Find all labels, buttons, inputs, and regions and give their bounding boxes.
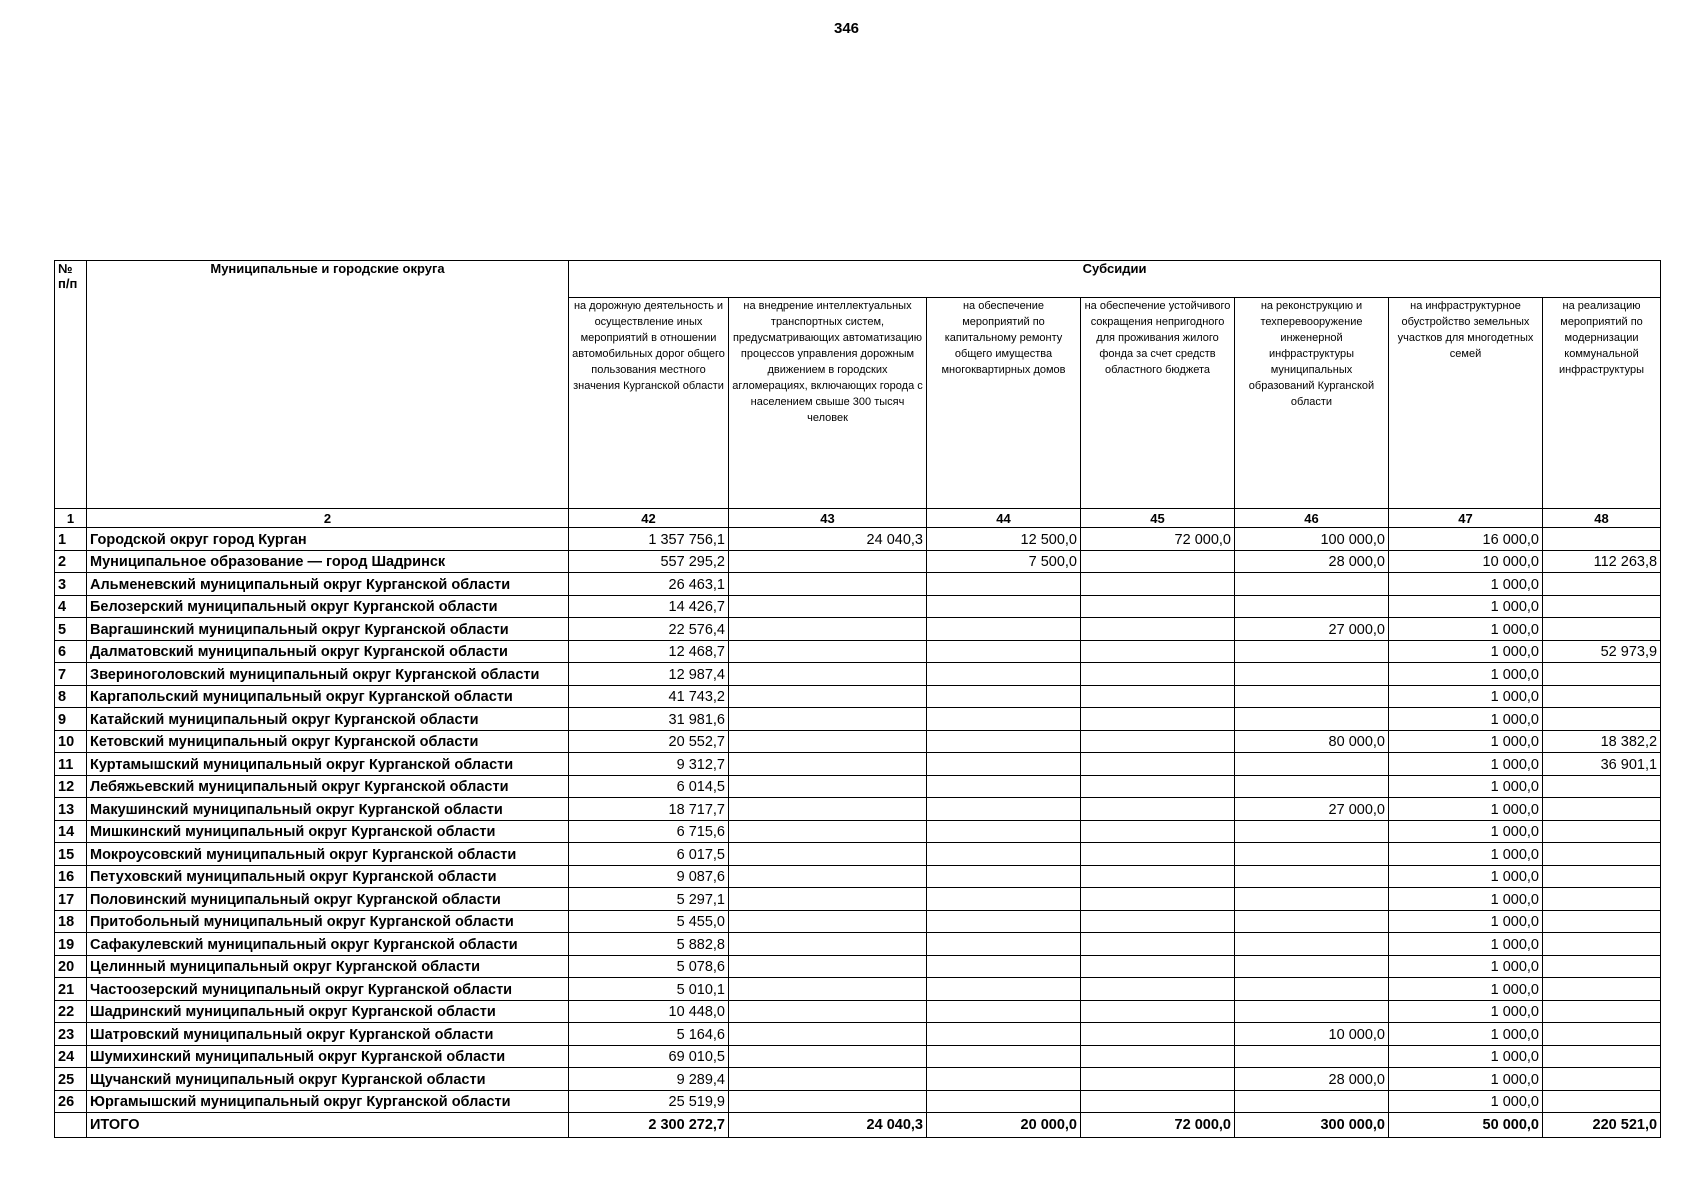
row-value (1081, 550, 1235, 573)
row-number: 26 (55, 1090, 87, 1113)
row-value (927, 978, 1081, 1001)
row-value (1081, 663, 1235, 686)
row-value (927, 1068, 1081, 1091)
row-name: Половинский муниципальный округ Курганской области (87, 888, 569, 911)
row-number: 13 (55, 798, 87, 821)
row-value (1235, 888, 1389, 911)
table-row (55, 1000, 1661, 1023)
row-value (1235, 933, 1389, 956)
row-value (1235, 910, 1389, 933)
row-value (729, 843, 927, 866)
row-value: 557 295,2 (569, 550, 729, 573)
row-value (927, 685, 1081, 708)
row-value (729, 753, 927, 776)
header-col-43: на внедрение интеллектуальных транспортных систем, предусматривающих автоматизацию процессов управления дорожным движением в городских агломерациях, включающих города с населением свыше 300 тысяч человек (729, 298, 927, 509)
row-value: 1 000,0 (1389, 1023, 1543, 1046)
row-value: 22 576,4 (569, 618, 729, 641)
row-value: 1 000,0 (1389, 888, 1543, 911)
row-value (729, 550, 927, 573)
row-number: 25 (55, 1068, 87, 1091)
row-value (1543, 573, 1661, 596)
row-value (1235, 978, 1389, 1001)
row-value (729, 685, 927, 708)
col-number: 45 (1081, 509, 1235, 528)
row-value (927, 730, 1081, 753)
table-row (55, 1045, 1661, 1068)
header-subsidies: Субсидии (569, 261, 1661, 298)
col-number: 46 (1235, 509, 1389, 528)
row-value (1543, 618, 1661, 641)
row-name: Юргамышский муниципальный округ Курганской области (87, 1090, 569, 1113)
row-name: Городской округ город Курган (87, 528, 569, 551)
row-value: 1 000,0 (1389, 708, 1543, 731)
row-value: 36 901,1 (1543, 753, 1661, 776)
row-value: 52 973,9 (1543, 640, 1661, 663)
row-value (927, 798, 1081, 821)
total-cell: 72 000,0 (1081, 1113, 1235, 1138)
row-value (927, 843, 1081, 866)
row-value: 1 000,0 (1389, 955, 1543, 978)
row-value (1543, 708, 1661, 731)
row-name: Частоозерский муниципальный округ Курганской области (87, 978, 569, 1001)
row-value: 80 000,0 (1235, 730, 1389, 753)
row-name: Шумихинский муниципальный округ Курганской области (87, 1045, 569, 1068)
row-value (1543, 955, 1661, 978)
row-value (1235, 1090, 1389, 1113)
row-name: Сафакулевский муниципальный округ Курганской области (87, 933, 569, 956)
table-row (55, 1090, 1661, 1113)
table-row (55, 730, 1661, 753)
row-value (927, 888, 1081, 911)
row-value (927, 1023, 1081, 1046)
row-value: 72 000,0 (1081, 528, 1235, 551)
row-value (729, 798, 927, 821)
row-number: 12 (55, 775, 87, 798)
total-label: ИТОГО (87, 1113, 569, 1138)
row-value (927, 1045, 1081, 1068)
table-row (55, 640, 1661, 663)
row-value: 1 000,0 (1389, 730, 1543, 753)
row-value (729, 1045, 927, 1068)
total-row (55, 1113, 1661, 1138)
row-number: 20 (55, 955, 87, 978)
row-name: Мишкинский муниципальный округ Курганской области (87, 820, 569, 843)
row-value (729, 1068, 927, 1091)
row-value: 20 552,7 (569, 730, 729, 753)
row-value (1543, 888, 1661, 911)
row-value: 1 000,0 (1389, 1090, 1543, 1113)
header-name: Муниципальные и городские округа (87, 261, 569, 509)
table-row (55, 978, 1661, 1001)
total-cell: 2 300 272,7 (569, 1113, 729, 1138)
total-cell: 20 000,0 (927, 1113, 1081, 1138)
row-number: 9 (55, 708, 87, 731)
col-number: 43 (729, 509, 927, 528)
table-row (55, 910, 1661, 933)
row-value: 41 743,2 (569, 685, 729, 708)
row-value (1543, 1090, 1661, 1113)
row-value (1543, 528, 1661, 551)
table-body (55, 528, 1661, 1113)
total-cell: 220 521,0 (1543, 1113, 1661, 1138)
total-cell: 50 000,0 (1389, 1113, 1543, 1138)
row-name: Катайский муниципальный округ Курганской области (87, 708, 569, 731)
row-value: 100 000,0 (1235, 528, 1389, 551)
row-name: Куртамышский муниципальный округ Курганской области (87, 753, 569, 776)
table-row (55, 955, 1661, 978)
row-value (927, 618, 1081, 641)
row-value: 5 882,8 (569, 933, 729, 956)
row-name: Кетовский муниципальный округ Курганской области (87, 730, 569, 753)
row-value (1081, 910, 1235, 933)
row-value (729, 933, 927, 956)
row-name: Муниципальное образование — город Шадринск (87, 550, 569, 573)
row-value (1235, 1045, 1389, 1068)
col-number: 42 (569, 509, 729, 528)
row-value (1081, 820, 1235, 843)
row-value (1543, 1023, 1661, 1046)
row-value (1081, 618, 1235, 641)
row-value: 5 297,1 (569, 888, 729, 911)
row-value (1081, 1045, 1235, 1068)
row-value: 10 000,0 (1389, 550, 1543, 573)
row-value: 28 000,0 (1235, 1068, 1389, 1091)
row-value: 31 981,6 (569, 708, 729, 731)
row-value: 12 987,4 (569, 663, 729, 686)
row-value: 16 000,0 (1389, 528, 1543, 551)
row-value (729, 640, 927, 663)
row-value (1543, 1045, 1661, 1068)
row-value: 26 463,1 (569, 573, 729, 596)
subsidies-table (54, 260, 1661, 1138)
row-value: 5 455,0 (569, 910, 729, 933)
row-name: Щучанский муниципальный округ Курганской области (87, 1068, 569, 1091)
row-name: Звериноголовский муниципальный округ Курганской области (87, 663, 569, 686)
row-number: 22 (55, 1000, 87, 1023)
table-row (55, 595, 1661, 618)
row-value: 27 000,0 (1235, 798, 1389, 821)
row-value (1543, 1068, 1661, 1091)
row-value (927, 820, 1081, 843)
row-name: Альменевский муниципальный округ Курганской области (87, 573, 569, 596)
row-number: 24 (55, 1045, 87, 1068)
row-value: 6 014,5 (569, 775, 729, 798)
row-value: 28 000,0 (1235, 550, 1389, 573)
row-value (729, 1023, 927, 1046)
row-value (1235, 753, 1389, 776)
row-value (1235, 775, 1389, 798)
table-row (55, 708, 1661, 731)
row-value (729, 730, 927, 753)
row-value: 24 040,3 (729, 528, 927, 551)
row-number: 16 (55, 865, 87, 888)
row-value: 25 519,9 (569, 1090, 729, 1113)
header-col-46: на реконструкцию и техперевооружение инженерной инфраструктуры муниципальных образований Курганской области (1235, 298, 1389, 509)
table-row (55, 685, 1661, 708)
row-value (927, 1090, 1081, 1113)
row-value (1543, 685, 1661, 708)
table-row (55, 573, 1661, 596)
row-value: 14 426,7 (569, 595, 729, 618)
row-number: 7 (55, 663, 87, 686)
row-name: Далматовский муниципальный округ Курганской области (87, 640, 569, 663)
table-row (55, 865, 1661, 888)
row-value (729, 865, 927, 888)
row-value: 6 715,6 (569, 820, 729, 843)
row-number: 5 (55, 618, 87, 641)
row-value: 9 312,7 (569, 753, 729, 776)
row-number: 23 (55, 1023, 87, 1046)
row-value: 1 000,0 (1389, 910, 1543, 933)
table-row (55, 550, 1661, 573)
row-number: 3 (55, 573, 87, 596)
table-row (55, 775, 1661, 798)
row-value: 9 289,4 (569, 1068, 729, 1091)
row-value (927, 910, 1081, 933)
table-row (55, 888, 1661, 911)
table-row (55, 753, 1661, 776)
row-name: Шатровский муниципальный округ Курганской области (87, 1023, 569, 1046)
row-value (1235, 595, 1389, 618)
row-value: 18 382,2 (1543, 730, 1661, 753)
page-number: 346 (833, 20, 860, 37)
row-value (729, 595, 927, 618)
row-name: Каргапольский муниципальный округ Курганской области (87, 685, 569, 708)
row-number: 17 (55, 888, 87, 911)
total-cell: 300 000,0 (1235, 1113, 1389, 1138)
table-row (55, 1023, 1661, 1046)
row-value: 69 010,5 (569, 1045, 729, 1068)
row-value: 10 000,0 (1235, 1023, 1389, 1046)
row-value (729, 708, 927, 731)
row-value: 1 000,0 (1389, 618, 1543, 641)
row-value (1543, 663, 1661, 686)
row-value: 1 000,0 (1389, 775, 1543, 798)
row-value (927, 1000, 1081, 1023)
row-value (1543, 865, 1661, 888)
row-name: Мокроусовский муниципальный округ Курганской области (87, 843, 569, 866)
row-value: 1 000,0 (1389, 798, 1543, 821)
row-value: 5 078,6 (569, 955, 729, 978)
row-value (1081, 1090, 1235, 1113)
row-value: 1 000,0 (1389, 595, 1543, 618)
row-value (927, 663, 1081, 686)
row-value (1235, 573, 1389, 596)
row-value (1081, 753, 1235, 776)
row-value (1081, 1068, 1235, 1091)
row-value: 1 000,0 (1389, 685, 1543, 708)
row-value: 5 010,1 (569, 978, 729, 1001)
row-value (729, 1090, 927, 1113)
row-value (1235, 843, 1389, 866)
col-number: 44 (927, 509, 1081, 528)
table-row (55, 663, 1661, 686)
row-number: 10 (55, 730, 87, 753)
row-value: 1 000,0 (1389, 865, 1543, 888)
row-value (1235, 865, 1389, 888)
row-value: 9 087,6 (569, 865, 729, 888)
row-value: 7 500,0 (927, 550, 1081, 573)
row-value: 5 164,6 (569, 1023, 729, 1046)
row-name: Петуховский муниципальный округ Курганской области (87, 865, 569, 888)
row-number: 1 (55, 528, 87, 551)
column-numbers-row (55, 509, 1661, 528)
row-name: Макушинский муниципальный округ Курганской области (87, 798, 569, 821)
row-number: 19 (55, 933, 87, 956)
row-value: 1 000,0 (1389, 843, 1543, 866)
row-value (729, 573, 927, 596)
table-row (55, 618, 1661, 641)
table-row (55, 820, 1661, 843)
row-value: 1 000,0 (1389, 1068, 1543, 1091)
row-value (1235, 663, 1389, 686)
row-number: 18 (55, 910, 87, 933)
row-value (1543, 910, 1661, 933)
header-col-44: на обеспечение мероприятий по капитальному ремонту общего имущества многоквартирных домов (927, 298, 1081, 509)
table-row (55, 528, 1661, 551)
row-value (729, 1000, 927, 1023)
row-value: 1 000,0 (1389, 1045, 1543, 1068)
row-number: 2 (55, 550, 87, 573)
row-value: 1 000,0 (1389, 753, 1543, 776)
header-col-47: на инфраструктурное обустройство земельных участков для многодетных семей (1389, 298, 1543, 509)
col-number: 2 (87, 509, 569, 528)
row-value (729, 618, 927, 641)
row-value (729, 663, 927, 686)
row-value (927, 595, 1081, 618)
row-value (1081, 1000, 1235, 1023)
row-value (927, 753, 1081, 776)
row-value (1081, 888, 1235, 911)
row-number: 15 (55, 843, 87, 866)
row-value (1543, 775, 1661, 798)
row-value (1081, 730, 1235, 753)
row-name: Целинный муниципальный округ Курганской области (87, 955, 569, 978)
row-value (1081, 640, 1235, 663)
row-value (1543, 843, 1661, 866)
row-value (1081, 1023, 1235, 1046)
header-num: № п/п (55, 261, 87, 509)
row-number: 8 (55, 685, 87, 708)
row-value (729, 820, 927, 843)
row-number: 6 (55, 640, 87, 663)
row-value (1081, 843, 1235, 866)
row-value (927, 955, 1081, 978)
col-number: 1 (55, 509, 87, 528)
row-value (1235, 955, 1389, 978)
total-cell: 24 040,3 (729, 1113, 927, 1138)
row-value (729, 955, 927, 978)
row-value (1081, 798, 1235, 821)
row-value (1081, 933, 1235, 956)
row-number: 21 (55, 978, 87, 1001)
row-number: 14 (55, 820, 87, 843)
row-value: 1 357 756,1 (569, 528, 729, 551)
row-number: 4 (55, 595, 87, 618)
row-value: 1 000,0 (1389, 573, 1543, 596)
row-value (927, 573, 1081, 596)
row-value: 1 000,0 (1389, 978, 1543, 1001)
row-name: Притобольный муниципальный округ Курганской области (87, 910, 569, 933)
row-name: Шадринский муниципальный округ Курганской области (87, 1000, 569, 1023)
row-value: 1 000,0 (1389, 933, 1543, 956)
row-value (729, 888, 927, 911)
total-num (55, 1113, 87, 1138)
header-col-45: на обеспечение устойчивого сокращения непригодного для проживания жилого фонда за счет средств областного бюджета (1081, 298, 1235, 509)
row-name: Лебяжьевский муниципальный округ Курганской области (87, 775, 569, 798)
row-value: 1 000,0 (1389, 663, 1543, 686)
row-value: 112 263,8 (1543, 550, 1661, 573)
row-value (1543, 933, 1661, 956)
row-value (927, 775, 1081, 798)
row-value (1235, 820, 1389, 843)
row-number: 11 (55, 753, 87, 776)
row-value (1081, 955, 1235, 978)
row-value (1235, 1000, 1389, 1023)
row-value (729, 775, 927, 798)
row-name: Варгашинский муниципальный округ Курганской области (87, 618, 569, 641)
row-value (1543, 820, 1661, 843)
row-value (1543, 798, 1661, 821)
col-number: 47 (1389, 509, 1543, 528)
row-value (1543, 1000, 1661, 1023)
row-value: 6 017,5 (569, 843, 729, 866)
row-value: 1 000,0 (1389, 1000, 1543, 1023)
row-value (927, 708, 1081, 731)
row-value: 27 000,0 (1235, 618, 1389, 641)
row-value (927, 933, 1081, 956)
table-row (55, 798, 1661, 821)
row-value: 1 000,0 (1389, 820, 1543, 843)
row-value (1081, 775, 1235, 798)
row-value (1235, 708, 1389, 731)
row-value: 1 000,0 (1389, 640, 1543, 663)
col-number: 48 (1543, 509, 1661, 528)
row-value (1543, 978, 1661, 1001)
row-value: 10 448,0 (569, 1000, 729, 1023)
row-value (1081, 978, 1235, 1001)
row-value (1235, 640, 1389, 663)
row-value (927, 865, 1081, 888)
row-value: 12 500,0 (927, 528, 1081, 551)
row-value (1081, 685, 1235, 708)
row-value (1081, 708, 1235, 731)
header-col-48: на реализацию мероприятий по модернизации коммунальной инфраструктуры (1543, 298, 1661, 509)
row-value (1081, 865, 1235, 888)
row-name: Белозерский муниципальный округ Курганской области (87, 595, 569, 618)
row-value (1081, 595, 1235, 618)
header-col-42: на дорожную деятельность и осуществление иных мероприятий в отношении автомобильных дорог общего пользования местного значения Курганской области (569, 298, 729, 509)
table-row (55, 843, 1661, 866)
row-value: 18 717,7 (569, 798, 729, 821)
row-value (1543, 595, 1661, 618)
table-row (55, 933, 1661, 956)
row-value (927, 640, 1081, 663)
row-value (1235, 685, 1389, 708)
row-value (729, 910, 927, 933)
table-row (55, 1068, 1661, 1091)
row-value (729, 978, 927, 1001)
row-value: 12 468,7 (569, 640, 729, 663)
row-value (1081, 573, 1235, 596)
